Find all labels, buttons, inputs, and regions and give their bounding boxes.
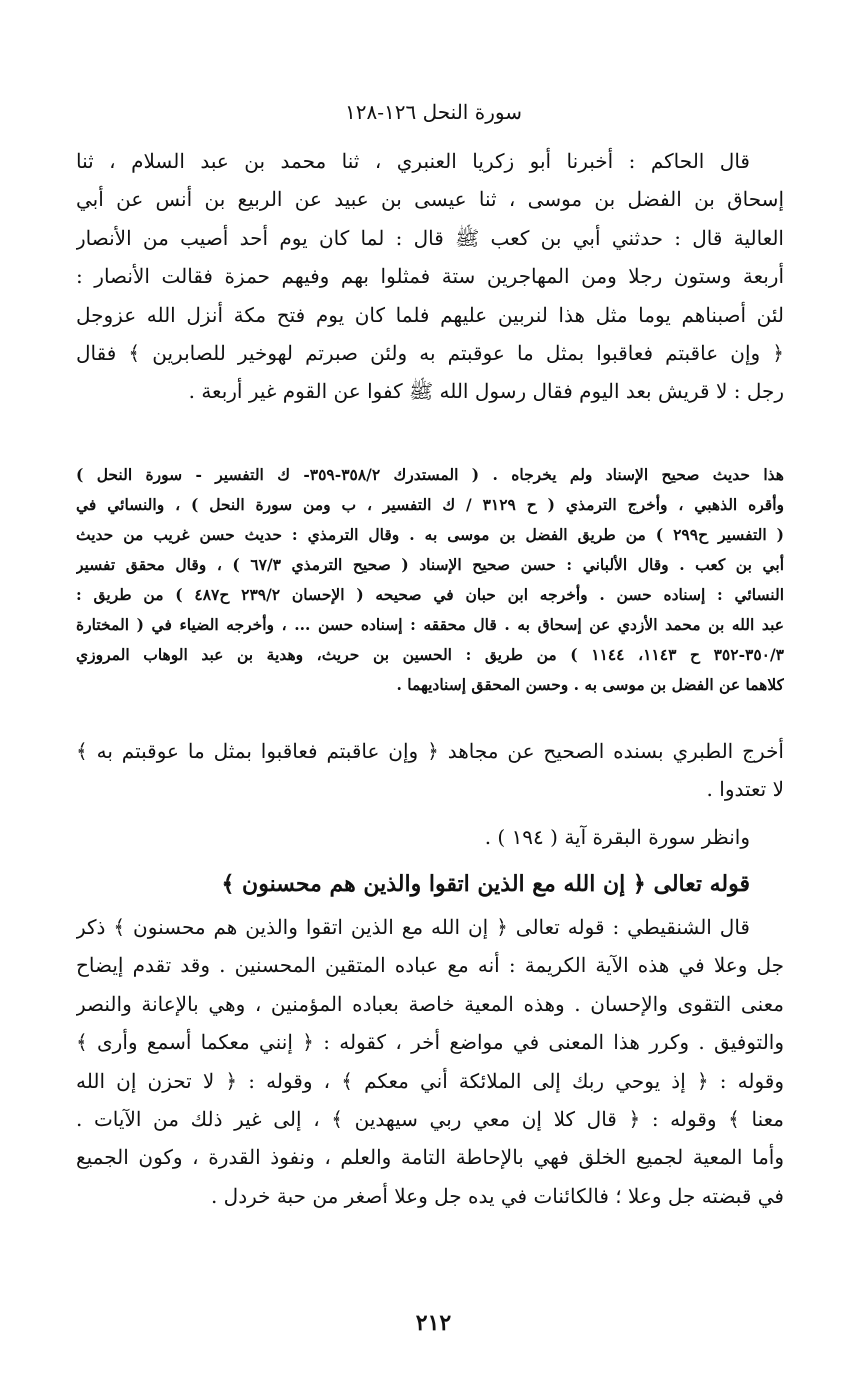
reference-paragraph [76,818,784,856]
text-line: لئن أصبناهم يوما مثل هذا لنربين عليهم فلما كان يوم فتح مكة أنزل الله عزوجل [76,302,784,327]
note-line: النسائي : إسناده حسن . وأخرجه ابن حبان في صحيحه ( الإحسان ٢٣٩/٢ ح٤٨٧ ) من طريق : [76,585,784,604]
text-line: وأما المعية لجميع الخلق فهي بالإحاطة التامة والعلم ، ونفوذ القدرة ، وكون الجميع [76,1145,784,1170]
text-line: وانظر سورة البقرة آية ( ١٩٤ ) . [484,825,750,849]
text-line: معنى التقوى والإحسان . وهذه المعية خاصة بعباده المؤمنين ، وهي بالإعانة والنصر [76,991,784,1016]
shinqiti-paragraph [76,908,784,1215]
text-line: أربعة وستون رجلا ومن المهاجرين ستة فمثلوا بهم وفيهم حمزة فقالت الأنصار : [76,264,784,289]
text-line: قال الحاكم : أخبرنا أبو زكريا العنبري ، ثنا محمد بن عبد السلام ، ثنا [76,149,750,173]
note-line: كلاهما عن الفضل بن موسى به . وحسن المحقق إسناديهما . [396,675,784,694]
running-header: سورة النحل ١٢٦-١٢٨ [345,100,522,124]
text-line: رجل : لا قريش بعد اليوم فقال رسول الله ﷺ كفوا عن القوم غير أربعة . [188,379,784,404]
text-line: العالية قال : حدثني أبي بن كعب ﷺ قال : لما كان يوم أحد أصيب من الأنصار [76,225,784,250]
text-line: ﴿ وإن عاقبتم فعاقبوا بمثل ما عوقبتم به ولئن صبرتم لهوخير للصابرين ﴾ فقال [76,340,784,365]
note-line: هذا حديث صحيح الإسناد ولم يخرجاه . ( المستدرك ٣٥٨/٢-٣٥٩- ك التفسير - سورة النحل ) [76,465,784,484]
text-line: إسحاق بن الفضل بن موسى ، ثنا عيسى بن عبيد عن الربيع بن أنس عن أبي [76,187,784,212]
text-line: لا تعتدوا . [706,777,784,802]
note-line: عبد الله بن محمد الأزدي عن إسحاق به . قال محققه : إسناده حسن ... ، وأخرجه الضياء في ( المختارة [76,615,784,634]
text-line: قال الشنقيطي : قوله تعالى ﴿ إن الله مع الذين اتقوا والذين هم محسنون ﴾ ذكر [76,915,750,939]
verse-heading: قوله تعالى ﴿ إن الله مع الذين اتقوا والذين هم محسنون ﴾ [221,871,750,897]
note-line: ( التفسير ح٢٩٩ ) من طريق الفضل بن موسى به . وقال الترمذي : حديث حسن غريب من حديث [76,525,784,544]
text-line: أخرج الطبري بسنده الصحيح عن مجاهد ﴿ وإن عاقبتم فعاقبوا بمثل ما عوقبتم به ﴾ [76,739,784,763]
tabari-paragraph [76,732,784,809]
page-number: ٢١٢ [415,1310,452,1336]
text-line: في قبضته جل وعلا ؛ فالكائنات في يده جل وعلا أصغر من حبة خردل . [210,1183,784,1208]
note-line: وأقره الذهبي ، وأخرج الترمذي ( ح ٣١٢٩ / ك التفسير ، ب ومن سورة النحل ) ، والنسائي في [76,495,784,514]
note-line: ٣٥٠/٣-٣٥٢ ح ١١٤٣، ١١٤٤ ) من طريق : الحسين بن حريث، وهدية بن عبد الوهاب المروزي [76,645,784,664]
hadith-paragraph [76,142,784,411]
text-line: جل وعلا في هذه الآية الكريمة : أنه مع عباده المتقين المحسنين . وقد تقدم إيضاح [76,953,784,978]
text-line: وقوله : ﴿ إذ يوحي ربك إلى الملائكة أني معكم ﴾ ، وقوله : ﴿ لا تحزن إن الله [76,1068,784,1093]
text-line: معنا ﴾ وقوله : ﴿ قال كلا إن معي ربي سيهدين ﴾ ، إلى غير ذلك من الآيات . [76,1106,784,1131]
text-line: والتوفيق . وكرر هذا المعنى في مواضع أخر ، كقوله : ﴿ إنني معكما أسمع وأرى ﴾ [76,1030,784,1055]
note-line: أبي بن كعب . وقال الألباني : حسن صحيح الإسناد ( صحيح الترمذي ٦٧/٣ ) ، وقال محقق تفسير [76,555,784,574]
takhrij-note [76,460,784,700]
